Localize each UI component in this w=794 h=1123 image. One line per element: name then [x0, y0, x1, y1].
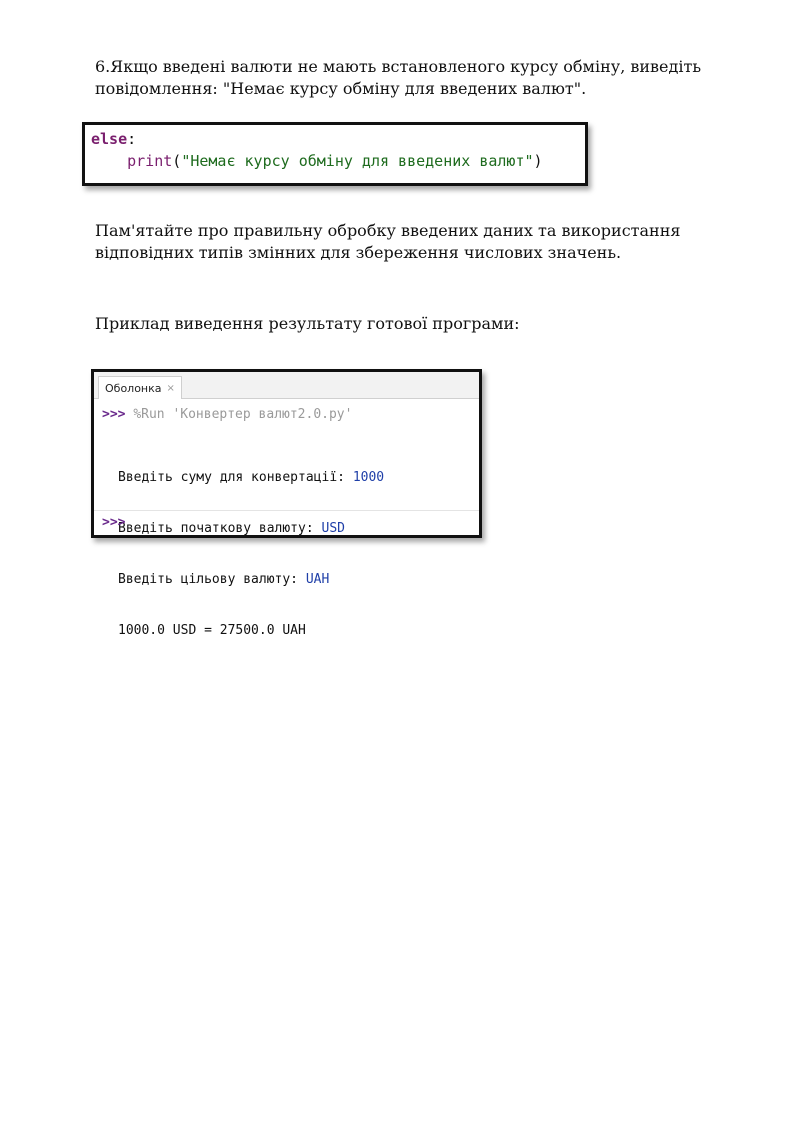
- example-caption: Приклад виведення результату готової програми:: [95, 314, 520, 333]
- reminder-paragraph: Пам'ятайте про правильну обробку введених даних та використання відповідних типів змінних для збереження числових значень.: [95, 221, 681, 262]
- output-line-amount: [118, 469, 384, 486]
- code-line-else: [91, 128, 585, 150]
- input-value: USD: [321, 521, 345, 536]
- empty-prompt-line[interactable]: [102, 515, 125, 530]
- step-6-instruction: 6.Якщо введені валюти не мають встановленого курсу обміну, виведіть повідомлення: "Немає курсу обміну для введених валют".: [95, 57, 702, 98]
- output-line-result: 1000.0 USD = 27500.0 UAH: [118, 623, 306, 638]
- code-close-paren: ): [533, 152, 543, 170]
- code-colon: :: [127, 130, 137, 148]
- input-value: 1000: [352, 470, 385, 485]
- print-string-literal: "Немає курсу обміну для введених валют": [181, 152, 534, 170]
- run-command-line: [102, 407, 352, 422]
- tab-shell[interactable]: [98, 376, 182, 399]
- print-function: print: [127, 152, 173, 170]
- shell-prompt: >>>: [102, 407, 126, 422]
- code-open-paren: (: [172, 152, 182, 170]
- keyword-else: else: [91, 130, 128, 148]
- close-icon[interactable]: ×: [166, 382, 175, 394]
- output-prompt-text: Введіть цільову валюту:: [118, 572, 306, 587]
- output-prompt-text: Введіть суму для конвертації:: [118, 470, 353, 485]
- shell-window: [91, 369, 482, 638]
- code-line-print: [91, 150, 585, 172]
- program-output: [118, 435, 384, 673]
- shell-prompt: >>>: [102, 515, 126, 530]
- code-snippet-else: [82, 122, 588, 186]
- output-prompt-text: Введіть початкову валюту:: [118, 521, 322, 536]
- output-line-target-currency: [118, 571, 384, 588]
- shell-divider: [94, 510, 479, 511]
- output-line-source-currency: [118, 520, 384, 537]
- run-command: %Run 'Конвертер валют2.0.py': [133, 407, 353, 422]
- tab-label: Оболонка: [105, 381, 162, 395]
- input-value: UAH: [305, 572, 330, 587]
- shell-tab-bar: [94, 372, 479, 399]
